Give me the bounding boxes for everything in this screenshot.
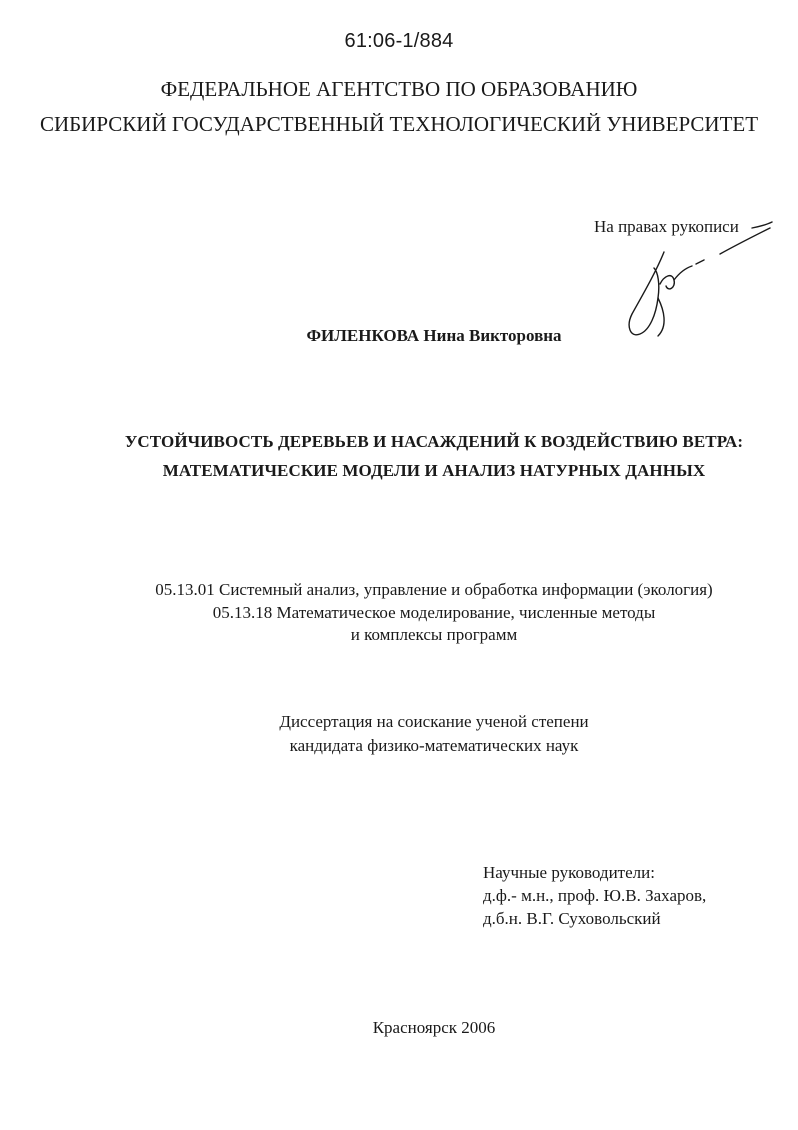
specialty-line-1: 05.13.01 Системный анализ, управление и обработка информации (экология) [155, 580, 713, 599]
rights-note: На правах рукописи [594, 217, 739, 236]
city-year: Красноярск 2006 [372, 1018, 496, 1037]
author-name [0, 326, 798, 346]
specialty-line-2: 05.13.18 Математическое моделирование, численные методы [212, 603, 656, 622]
specialty-line-3: и комплексы программ [350, 625, 518, 644]
thesis-title-line-2: МАТЕМАТИЧЕСКИЕ МОДЕЛИ И АНАЛИЗ НАТУРНЫХ ДАННЫХ [162, 461, 706, 480]
organization-agency: ФЕДЕРАЛЬНОЕ АГЕНТСТВО ПО ОБРАЗОВАНИЮ [160, 77, 638, 101]
author-given-names: Нина Викторовна [423, 326, 562, 345]
advisor-1: д.ф.- м.н., проф. Ю.В. Захаров, [483, 886, 707, 905]
dissertation-degree-line-2: кандидата физико-математических наук [289, 736, 579, 755]
document-code: 61:06-1/884 [344, 30, 454, 52]
organization-university: СИБИРСКИЙ ГОСУДАРСТВЕННЫЙ ТЕХНОЛОГИЧЕСКИЙ УНИВЕРСИТЕТ [39, 112, 759, 136]
dissertation-degree-line-1: Диссертация на соискание ученой степени [279, 712, 589, 731]
advisors-heading: Научные руководители: [483, 863, 655, 882]
advisor-2: д.б.н. В.Г. Суховольский [483, 909, 661, 928]
thesis-title-line-1: УСТОЙЧИВОСТЬ ДЕРЕВЬЕВ И НАСАЖДЕНИЙ К ВОЗДЕЙСТВИЮ ВЕТРА: [124, 432, 744, 451]
handwritten-signature [612, 214, 782, 344]
author-surname: ФИЛЕНКОВА [306, 326, 420, 345]
